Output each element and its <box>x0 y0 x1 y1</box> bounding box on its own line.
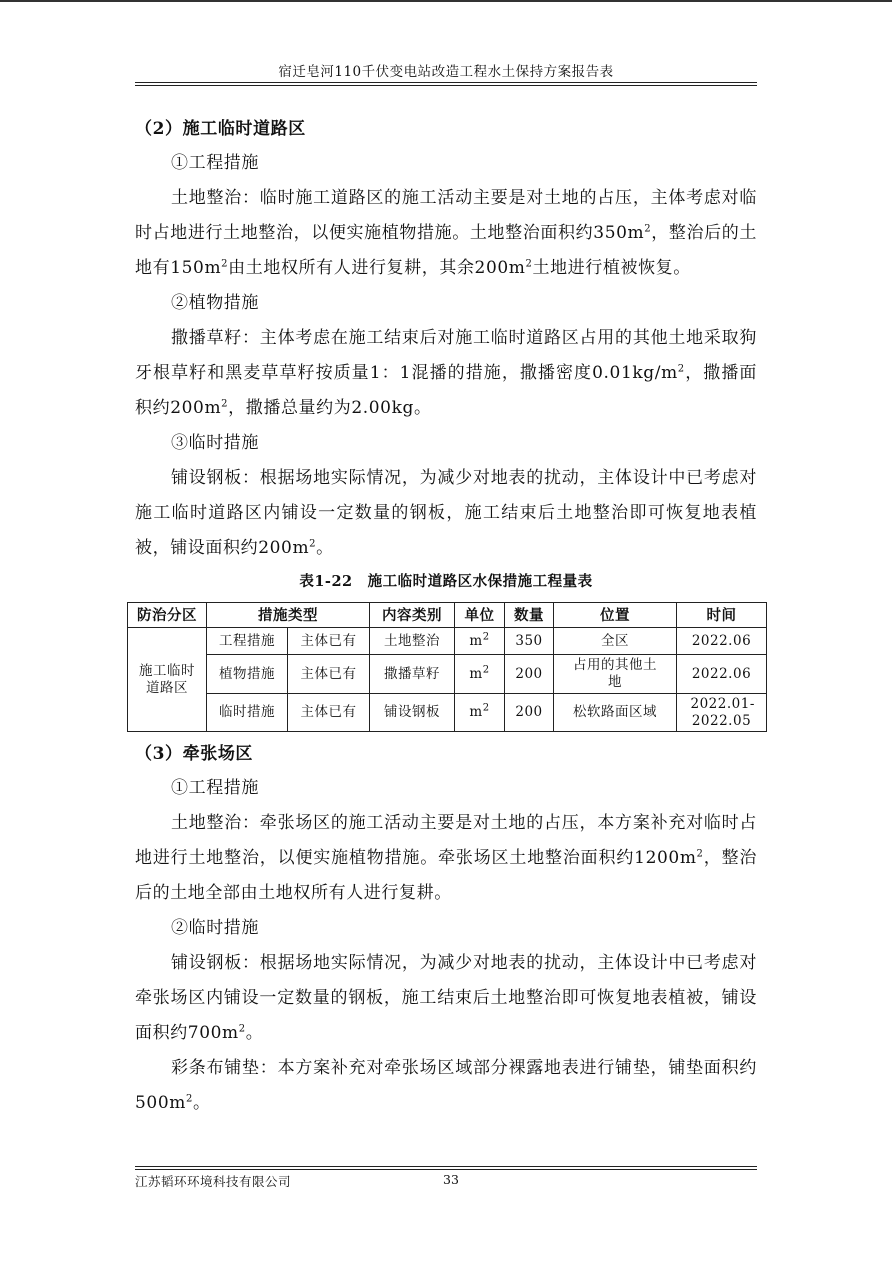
unit-superscript: 2 <box>482 664 490 675</box>
header-rule-double <box>135 85 757 86</box>
text-segment: ，整治后的土地全部由土地权所有人进行复耕。 <box>135 848 757 903</box>
superscript: 2 <box>309 538 317 550</box>
superscript: 2 <box>238 1023 246 1035</box>
header-location: 位置 <box>554 603 677 628</box>
text-segment: 撒播草籽：主体考虑在施工结束后对施工临时道路区占用的其他土地采取狗牙根草籽和黑麦草草籽按质量1：1混播的措施，撒播密度0.01kg/m <box>135 328 757 383</box>
cell-unit <box>455 694 505 732</box>
subheading-engineering-measures: ①工程措施 <box>171 778 259 798</box>
unit-superscript: 2 <box>482 631 490 642</box>
text-segment: 由土地权所有人进行复耕，其余200m <box>228 258 526 278</box>
cell-time: 2022.06 <box>677 628 767 655</box>
cell-location <box>554 655 677 694</box>
unit-text: m <box>469 632 483 649</box>
text-segment: 。 <box>192 1093 211 1113</box>
text-segment: 土地进行植被恢复。 <box>532 258 691 278</box>
superscript: 2 <box>696 848 704 860</box>
footer-company: 江苏韬环环境科技有限公司 <box>135 1174 292 1189</box>
time-text: 2022.01-2022.05 <box>690 695 755 729</box>
page-header-title: 宿迁皂河110千伏变电站改造工程水土保持方案报告表 <box>278 64 614 80</box>
cell-content: 撒播草籽 <box>370 655 455 694</box>
page-top-edge <box>0 0 892 2</box>
text-segment: 铺设钢板：根据场地实际情况，为减少对地表的扰动，主体设计中已考虑对牵张场区内铺设一定数量的钢板，施工结束后土地整治即可恢复地表植被，铺设面积约700m <box>135 953 757 1043</box>
footer-rule-double <box>135 1169 757 1170</box>
text-segment: 铺设钢板：根据场地实际情况，为减少对地表的扰动，主体设计中已考虑对施工临时道路区内铺设一定数量的钢板，施工结束后土地整治即可恢复地表植被，铺设面积约200m <box>135 468 757 558</box>
table-row <box>128 694 767 732</box>
text-segment: ，撒播总量约为2.00kg。 <box>228 398 432 418</box>
location-text: 占用的其他土地 <box>573 657 657 690</box>
cell-type: 植物措施 <box>207 655 288 694</box>
text-segment: 土地整治：临时施工道路区的施工活动主要是对土地的占压，主体考虑对临时占地进行土地整治，以便实施植物措施。土地整治面积约350m <box>135 188 757 243</box>
text-segment: 土地整治：牵张场区的施工活动主要是对土地的占压，本方案补充对临时占地进行土地整治，以便实施植物措施。牵张场区土地整治面积约1200m <box>135 813 757 868</box>
cell-quantity: 350 <box>505 628 554 655</box>
cell-content: 土地整治 <box>370 628 455 655</box>
cell-location: 松软路面区域 <box>554 694 677 732</box>
table-row <box>128 628 767 655</box>
cell-quantity: 200 <box>505 694 554 732</box>
cell-source: 主体已有 <box>288 694 370 732</box>
paragraph-steel-plates <box>135 461 757 566</box>
table-caption: 表1-22 施工临时道路区水保措施工程量表 <box>299 573 593 590</box>
cell-type: 临时措施 <box>207 694 288 732</box>
cell-unit <box>455 655 505 694</box>
text-segment: 彩条布铺垫：本方案补充对牵张场区域部分裸露地表进行铺垫，铺垫面积约500m <box>135 1058 757 1113</box>
cell-source: 主体已有 <box>288 628 370 655</box>
paragraph-grass-seeding <box>135 321 757 426</box>
header-time: 时间 <box>677 603 767 628</box>
cell-type: 工程措施 <box>207 628 288 655</box>
cell-content: 铺设钢板 <box>370 694 455 732</box>
superscript: 2 <box>644 223 652 235</box>
table-row <box>128 655 767 694</box>
section-heading-tension-field: （3）牵张场区 <box>135 744 254 764</box>
subheading-temporary-measures: ②临时措施 <box>171 918 259 938</box>
superscript: 2 <box>677 363 685 375</box>
cell-zone-name <box>128 628 207 732</box>
zone-name-text: 施工临时道路区 <box>139 662 195 696</box>
paragraph-land-remediation <box>135 181 757 286</box>
cell-quantity: 200 <box>505 655 554 694</box>
paragraph-tarpaulin <box>135 1051 757 1121</box>
unit-superscript: 2 <box>482 702 490 714</box>
superscript: 2 <box>525 258 533 270</box>
measures-table <box>127 602 767 732</box>
footer-rule <box>135 1166 757 1167</box>
header-quantity: 数量 <box>505 603 554 628</box>
superscript: 2 <box>221 258 229 270</box>
table-header-row <box>128 603 767 628</box>
paragraph-steel-plates <box>135 946 757 1051</box>
cell-time: 2022.06 <box>677 655 767 694</box>
superscript: 2 <box>221 398 229 410</box>
header-measure-type: 措施类型 <box>207 603 370 628</box>
subheading-temporary-measures: ③临时措施 <box>171 433 259 453</box>
subheading-plant-measures: ②植物措施 <box>171 293 259 313</box>
unit-text: m <box>469 704 483 720</box>
text-segment: ，整治后的土地有150m <box>135 223 757 278</box>
header-content: 内容类别 <box>370 603 455 628</box>
paragraph-land-remediation <box>135 806 757 911</box>
text-segment: 。 <box>245 1023 264 1043</box>
text-segment: 。 <box>316 538 334 558</box>
subheading-engineering-measures: ①工程措施 <box>171 153 259 173</box>
unit-text: m <box>469 665 483 682</box>
cell-time <box>677 694 767 732</box>
cell-source: 主体已有 <box>288 655 370 694</box>
text-segment: ，撒播面积约200m <box>135 363 757 418</box>
page-number: 33 <box>443 1172 459 1187</box>
header-zone: 防治分区 <box>128 603 207 628</box>
cell-unit <box>455 628 505 655</box>
cell-location: 全区 <box>554 628 677 655</box>
header-rule <box>135 82 757 83</box>
superscript: 2 <box>185 1093 193 1105</box>
section-heading-temporary-road: （2）施工临时道路区 <box>135 119 306 139</box>
header-unit: 单位 <box>455 603 505 628</box>
